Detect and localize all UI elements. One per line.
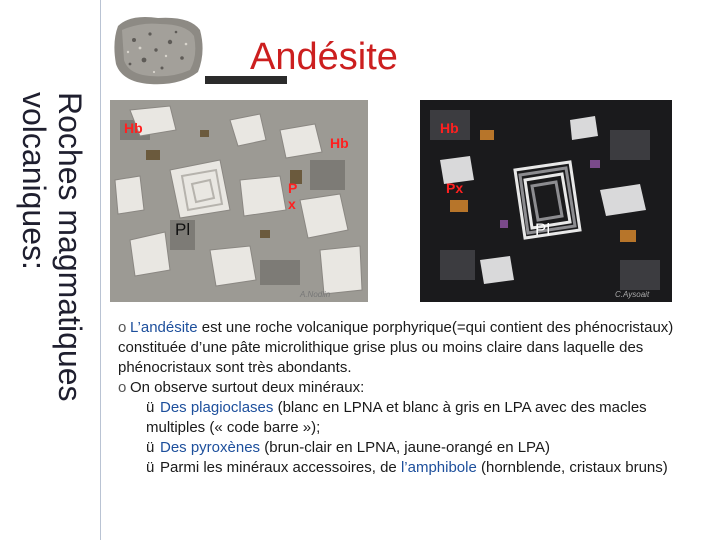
side-title-line2: volcaniques: (16, 92, 52, 270)
list-item (118, 438, 698, 458)
term-amphibole: l’amphibole (400, 459, 477, 476)
rock-sample-image (110, 12, 206, 88)
check-icon: ü (146, 439, 155, 456)
bullet: o (118, 319, 127, 336)
item-text: (brun-clair en LPNA, jaune-orangé en LPA) (260, 439, 550, 456)
divider-line (100, 0, 101, 540)
label-pl-right: Pl (535, 220, 551, 239)
item-text: (blanc en LPNA et blanc à gris en LPA avec des macles multiples (« code barre »); (146, 399, 647, 436)
label-hb-1: Hb (124, 120, 143, 136)
side-title (0, 92, 90, 452)
definition-text: est une roche volcanique porphyrique(=qui contient des phénocristaux) constituée d’une pâte microlithique grise plus ou moins claire dans laquelle des phénocristaux sont très abondants. (118, 319, 674, 376)
term-andesite: L’andésite (130, 319, 198, 336)
body-text (118, 318, 698, 478)
check-icon: ü (146, 459, 155, 476)
credit-right: C.Aysoait (615, 290, 650, 299)
paragraph-definition (118, 318, 698, 378)
label-px-right: Px (446, 180, 464, 196)
term-plagioclases: Des plagioclases (160, 399, 274, 416)
bullet: o (118, 379, 127, 396)
check-icon: ü (146, 399, 155, 416)
minerals-intro: On observe surtout deux minéraux: (130, 379, 365, 396)
paragraph-minerals (118, 378, 698, 398)
label-hb-2: Hb (330, 135, 349, 151)
term-pyroxenes: Des pyroxènes (160, 439, 261, 456)
list-item (118, 458, 698, 478)
credit-left: A.Nodlin (300, 290, 331, 299)
label-pl-left: Pl (175, 220, 191, 239)
label-hb-right: Hb (440, 120, 459, 136)
item-pre-text: Parmi les minéraux accessoires, de (160, 459, 401, 476)
page-title: Andésite (250, 36, 398, 78)
label-px: Px (288, 180, 298, 212)
micrograph-lpna (110, 100, 368, 302)
item-text: (hornblende, cristaux bruns) (476, 459, 668, 476)
side-title-line1: Roches magmatiques (52, 92, 88, 402)
list-item (118, 398, 698, 438)
